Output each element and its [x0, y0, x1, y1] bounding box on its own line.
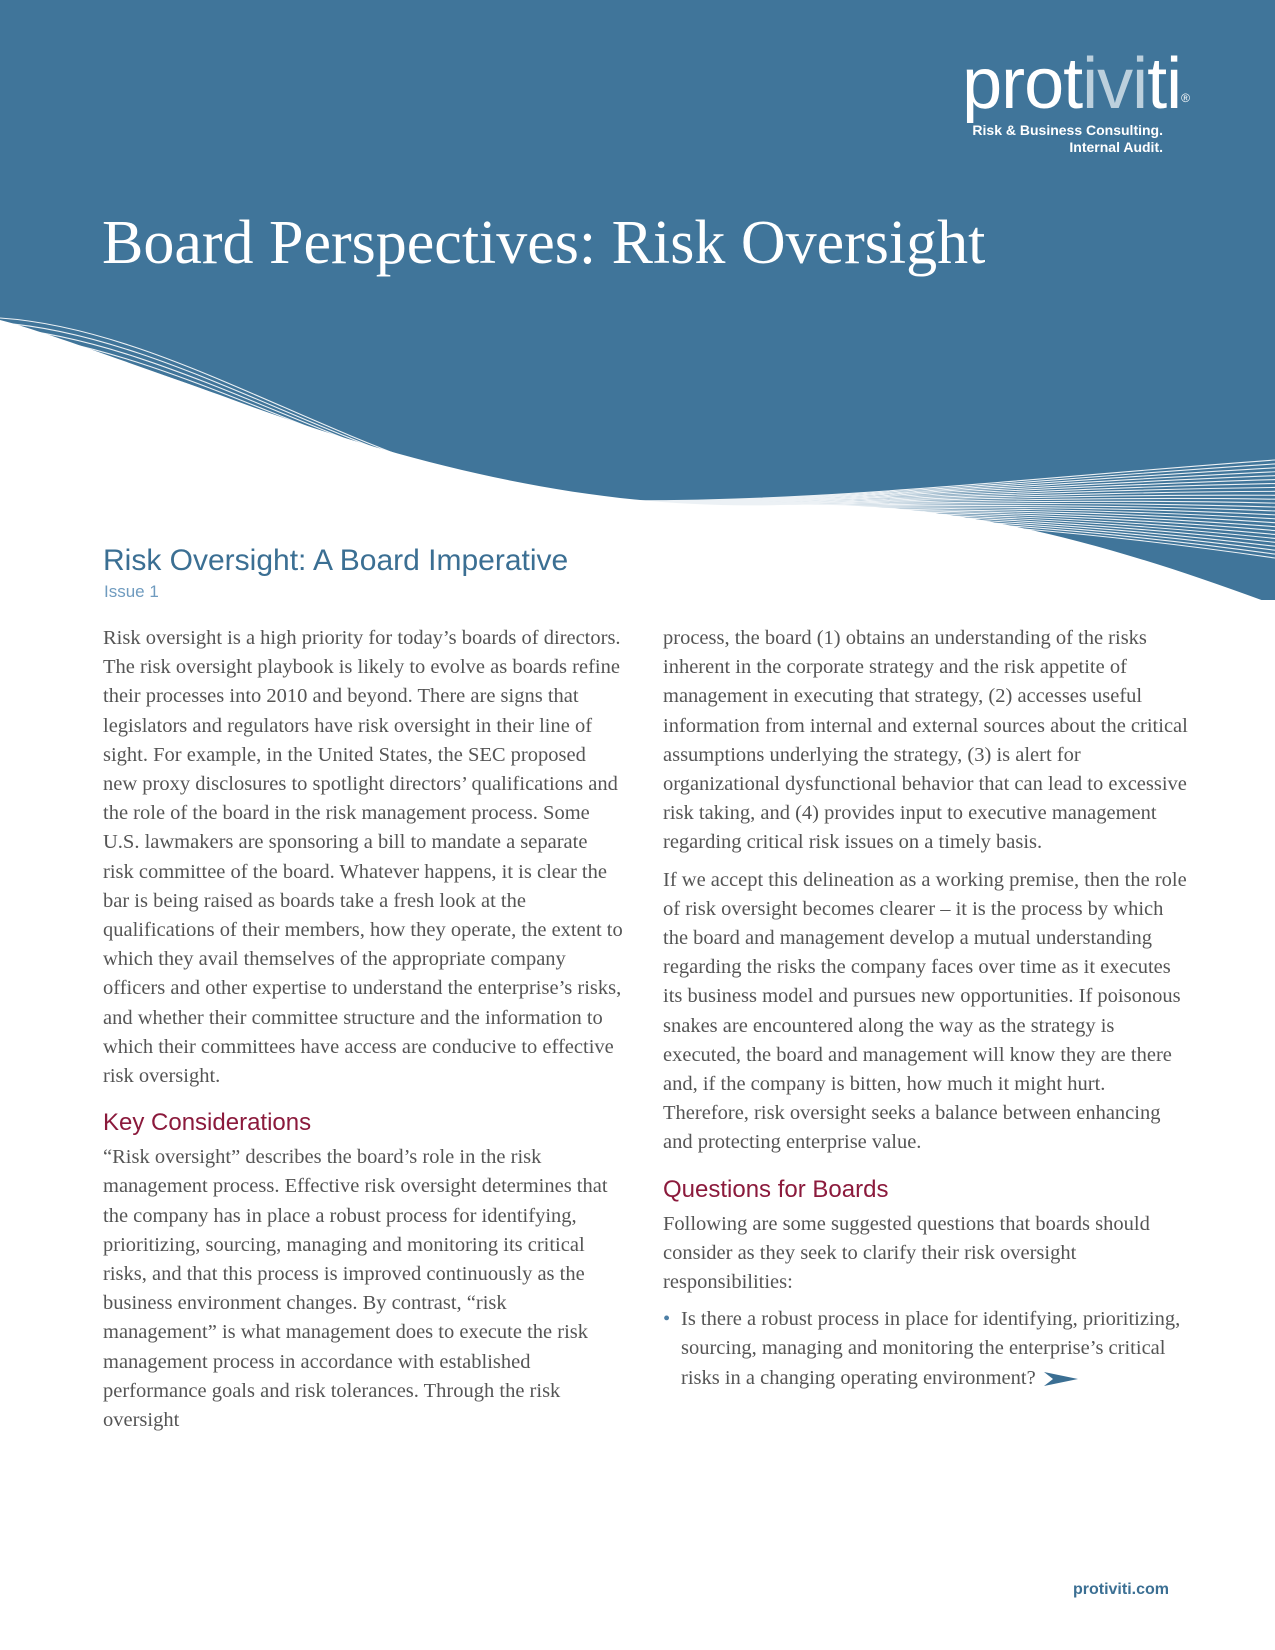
premise-paragraph: If we accept this delineation as a working premise, then the role of risk oversight becomes clearer – it is the process by which the board and management develop a mutual understanding regarding the risks the company faces over time as it executes its business model and pursues new opportunities. If poisonous snakes are encountered along the way as the strategy is executed, the board and management will know they are there and, if the company is bitten, how much it might hurt. Therefore, risk oversight seeks a balance between enhancing and protecting enterprise value.	[663, 868, 1187, 1154]
key-considerations-heading: Key Considerations	[103, 1109, 312, 1137]
left-column	[103, 624, 623, 1443]
footer-website: protiviti.com	[1072, 1581, 1169, 1598]
section-title: Risk Oversight: A Board Imperative	[103, 544, 569, 577]
key-considerations-paragraph: “Risk oversight” describes the board’s role in the risk management process. Effective risk oversight determines that the company has in place a robust process for identifying, prioritizing, sourcing, managing and monitoring its critical risks, and that this process is improved continuously as the business environment changes. By contrast, “risk management” is what management does to execute the risk management process in accordance with established performance goals and risk tolerances. Through the risk oversight	[103, 1146, 608, 1432]
list-item: • Is there a robust process in place for identifying, prioritizing, sourcing, managing and monitoring the enterprise’s critical risks in a changing operating environment?	[663, 1305, 1188, 1393]
bullet-icon: •	[663, 1308, 671, 1331]
right-column	[663, 624, 1188, 1393]
logo-wordmark: protiviti®	[962, 44, 1189, 124]
questions-list	[663, 1305, 1188, 1393]
document-title: Board Perspectives: Risk Oversight	[102, 209, 986, 277]
protiviti-logo	[899, 46, 1189, 156]
logo-tagline-1: Risk & Business Consulting.	[972, 122, 1163, 138]
issue-label: Issue 1	[104, 582, 159, 601]
questions-intro: Following are some suggested questions that boards should consider as they seek to clarify their risk oversight responsibilities:	[663, 1212, 1150, 1294]
key-considerations-paragraph-continued: process, the board (1) obtains an understanding of the risks inherent in the corporate strategy and the risk appetite of management in executing that strategy, (2) accesses useful information from internal and external sources about the critical assumptions underlying the strategy, (3) is alert for organizational dysfunctional behavior that can lead to excessive risk taking, and (4) provides input to executive management regarding critical risk issues on a timely basis.	[663, 627, 1188, 854]
continue-arrow-icon	[1044, 1372, 1078, 1386]
intro-paragraph: Risk oversight is a high priority for today’s boards of directors. The risk oversight playbook is likely to evolve as boards refine their processes into 2010 and beyond. There are signs that legislators and regulators have risk oversight in their line of sight. For example, in the United States, the SEC proposed new proxy disclosures to spotlight directors’ qualifications and the role of the board in the risk management process. Some U.S. lawmakers are sponsoring a bill to mandate a separate risk committee of the board. Whatever happens, it is clear the bar is being raised as boards take a fresh look at the qualifications of their members, how they operate, the extent to which they avail themselves of the appropriate company officers and other expertise to understand the enterprise’s risks, and whether their committee structure and the information to which their committees have access are conducive to effective risk oversight.	[103, 627, 623, 1088]
logo-tagline-2: Internal Audit.	[1069, 139, 1163, 155]
questions-heading: Questions for Boards	[663, 1175, 889, 1203]
